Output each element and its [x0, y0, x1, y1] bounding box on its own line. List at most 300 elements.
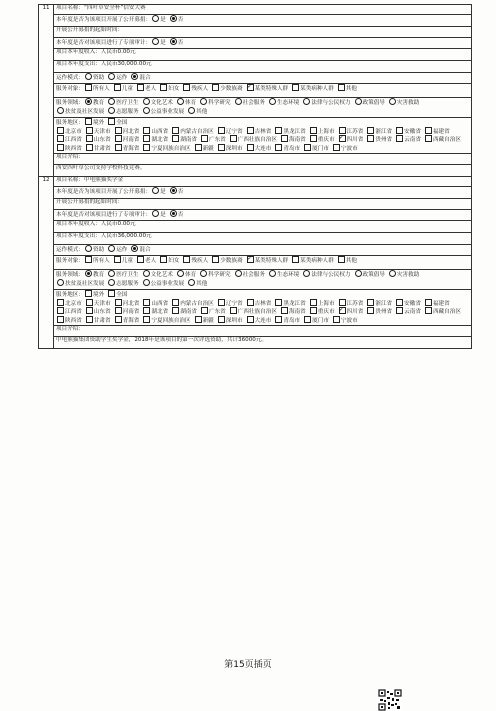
checkbox[interactable]: [212, 256, 219, 263]
target-option[interactable]: [337, 256, 357, 265]
option-label: 湖南省: [180, 137, 197, 144]
checkbox[interactable]: [247, 316, 254, 323]
region-option[interactable]: [309, 307, 335, 316]
row-start-date: [39, 199, 472, 210]
target-option[interactable]: [211, 84, 242, 93]
region-option[interactable]: [309, 299, 335, 308]
region-option[interactable]: [246, 299, 272, 308]
target-option[interactable]: [182, 84, 208, 93]
field-option[interactable]: [388, 98, 419, 107]
region-option[interactable]: [217, 299, 243, 308]
radio-button[interactable]: [143, 107, 150, 114]
radio-button[interactable]: [108, 98, 115, 105]
option-label: 社会服务: [242, 272, 265, 278]
radio-button[interactable]: [108, 73, 115, 80]
radio-button[interactable]: [108, 279, 115, 286]
checkbox[interactable]: [292, 256, 299, 263]
region-option[interactable]: [303, 144, 329, 153]
mode-option[interactable]: [107, 73, 127, 82]
radio-button[interactable]: [269, 98, 276, 105]
option-label: 医疗卫生: [116, 272, 139, 278]
field-option[interactable]: [84, 270, 104, 279]
checkbox[interactable]: [333, 316, 340, 323]
region-option[interactable]: [200, 307, 226, 316]
field-option[interactable]: [142, 270, 173, 279]
region-option[interactable]: [142, 316, 190, 325]
radio-button[interactable]: [235, 98, 242, 105]
project-name-label: 项目名称：: [56, 5, 84, 11]
option-label: 广西壮族自治区: [237, 137, 277, 144]
radio-button[interactable]: [152, 15, 159, 22]
field-option[interactable]: [176, 270, 196, 279]
checkbox[interactable]: [396, 127, 403, 134]
target-option[interactable]: [291, 84, 334, 93]
checkbox[interactable]: [183, 84, 190, 91]
radio-button[interactable]: [355, 98, 362, 105]
field-option[interactable]: [388, 270, 419, 279]
radio-button[interactable]: [170, 187, 177, 194]
target-option[interactable]: [291, 256, 334, 265]
radio-button[interactable]: [235, 270, 242, 277]
fundraising-question: 本年度是否为该项目开展了公开募捐：: [56, 189, 152, 195]
radio-button[interactable]: [131, 245, 138, 252]
radio-button[interactable]: [170, 15, 177, 22]
region-option[interactable]: [424, 127, 450, 136]
region-option[interactable]: [229, 307, 277, 316]
target-option[interactable]: [84, 256, 110, 265]
checkbox[interactable]: [115, 144, 122, 151]
field-option[interactable]: [107, 98, 138, 107]
checkbox[interactable]: [425, 299, 432, 306]
row-income: [39, 49, 472, 61]
region-option[interactable]: [142, 135, 168, 144]
checkbox[interactable]: [57, 307, 64, 314]
region-option[interactable]: [114, 135, 140, 144]
checkbox[interactable]: [115, 135, 122, 142]
field-option[interactable]: [107, 279, 138, 288]
region-option[interactable]: [246, 316, 272, 325]
region-option[interactable]: [194, 144, 214, 153]
checkbox[interactable]: [367, 135, 374, 142]
region-option[interactable]: [280, 307, 306, 316]
intro-label: 项目介绍：: [56, 154, 84, 160]
option-label: 浙江省: [375, 300, 393, 307]
checkbox[interactable]: [275, 299, 282, 306]
region-option[interactable]: [85, 307, 111, 316]
radio-button[interactable]: [152, 38, 159, 45]
field-option[interactable]: [56, 279, 104, 288]
audit-option[interactable]: [169, 38, 184, 47]
region-option[interactable]: [114, 299, 140, 308]
radio-button[interactable]: [131, 73, 138, 80]
mode-option[interactable]: [84, 245, 104, 254]
checkbox[interactable]: [57, 316, 64, 323]
option-label: 江西省: [65, 309, 82, 316]
field-option[interactable]: [234, 98, 265, 107]
checkbox[interactable]: [143, 307, 150, 314]
region-option[interactable]: [395, 135, 421, 144]
option-label: 公益事业发展: [150, 280, 185, 287]
checkbox[interactable]: [115, 127, 122, 134]
checkbox[interactable]: [201, 307, 208, 314]
region-option[interactable]: [395, 299, 421, 308]
option-label: 其他: [196, 108, 208, 115]
region-option[interactable]: [171, 307, 197, 316]
checkbox[interactable]: [86, 299, 93, 306]
radio-button[interactable]: [177, 270, 184, 277]
region-option[interactable]: [338, 135, 364, 144]
row-mode: [39, 245, 472, 256]
checkbox[interactable]: [115, 307, 122, 314]
region-option[interactable]: [56, 307, 82, 316]
field-option[interactable]: [199, 98, 230, 107]
checkbox[interactable]: [218, 299, 225, 306]
checkbox[interactable]: [247, 256, 254, 263]
fundraising-option[interactable]: [151, 15, 166, 24]
radio-button[interactable]: [188, 107, 195, 114]
checkbox[interactable]: [281, 307, 288, 314]
checkbox[interactable]: [247, 144, 254, 151]
checkbox[interactable]: [310, 135, 317, 142]
checkbox[interactable]: [85, 84, 92, 91]
fundraising-option[interactable]: [151, 187, 166, 196]
option-label: 新疆: [202, 317, 214, 324]
region-option[interactable]: [274, 316, 300, 325]
checkbox[interactable]: [57, 135, 64, 142]
checkbox[interactable]: [108, 290, 115, 297]
checkbox[interactable]: [86, 127, 93, 134]
region-option[interactable]: [229, 135, 277, 144]
checkbox[interactable]: [172, 127, 179, 134]
target-option[interactable]: [337, 84, 357, 93]
radio-button[interactable]: [143, 279, 150, 286]
checkbox[interactable]: [218, 316, 225, 323]
radio-button[interactable]: [200, 270, 207, 277]
target-option[interactable]: [182, 256, 208, 265]
option-label: 贵州省: [375, 137, 393, 144]
region-option[interactable]: [274, 299, 305, 308]
field-option[interactable]: [107, 270, 138, 279]
option-label: 少数族裔: [220, 258, 243, 264]
target-option[interactable]: [246, 84, 289, 93]
checkbox[interactable]: [339, 307, 346, 314]
region-option[interactable]: [424, 135, 461, 144]
region-option[interactable]: [56, 144, 82, 153]
region-option[interactable]: [366, 127, 392, 136]
region-option[interactable]: [85, 316, 111, 325]
region-option[interactable]: [246, 127, 272, 136]
checkbox[interactable]: [115, 316, 122, 323]
region-option[interactable]: [171, 135, 197, 144]
checkbox[interactable]: [425, 307, 432, 314]
checkbox[interactable]: [114, 84, 121, 91]
fundraising-option[interactable]: [169, 187, 184, 196]
target-option[interactable]: [246, 256, 289, 265]
mode-option[interactable]: [130, 245, 150, 254]
radio-button[interactable]: [57, 107, 64, 114]
checkbox[interactable]: [367, 307, 374, 314]
checkbox[interactable]: [292, 84, 299, 91]
radio-button[interactable]: [85, 98, 92, 105]
audit-option[interactable]: [151, 210, 166, 219]
checkbox[interactable]: [218, 144, 225, 151]
region-option[interactable]: [424, 299, 450, 308]
field-option[interactable]: [107, 107, 138, 116]
checkbox[interactable]: [86, 316, 93, 323]
region-option[interactable]: [217, 316, 243, 325]
checkbox[interactable]: [338, 84, 345, 91]
region-option[interactable]: [56, 127, 82, 136]
checkbox[interactable]: [304, 316, 311, 323]
region-option[interactable]: [171, 299, 214, 308]
checkbox[interactable]: [339, 299, 346, 306]
radio-button[interactable]: [389, 98, 396, 105]
radio-button[interactable]: [85, 270, 92, 277]
option-label: 吉林省: [254, 128, 272, 135]
field-option[interactable]: [142, 98, 173, 107]
region-option[interactable]: [332, 144, 358, 153]
checkbox[interactable]: [212, 84, 219, 91]
region-option[interactable]: [114, 144, 140, 153]
checkbox[interactable]: [172, 307, 179, 314]
checkbox[interactable]: [86, 135, 93, 142]
checkbox[interactable]: [195, 316, 202, 323]
checkbox[interactable]: [339, 127, 346, 134]
field-option[interactable]: [187, 279, 207, 288]
row-region: [39, 118, 472, 154]
checkbox[interactable]: [143, 299, 150, 306]
region-option[interactable]: [395, 307, 421, 316]
region-option[interactable]: [114, 307, 140, 316]
region-option[interactable]: [107, 290, 127, 299]
region-option[interactable]: [280, 135, 306, 144]
checkbox[interactable]: [143, 127, 150, 134]
region-option[interactable]: [309, 135, 335, 144]
field-option[interactable]: [176, 98, 196, 107]
field-option[interactable]: [302, 270, 350, 279]
radio-button[interactable]: [108, 245, 115, 252]
checkbox[interactable]: [85, 290, 92, 297]
checkbox[interactable]: [275, 316, 282, 323]
field-option[interactable]: [142, 107, 185, 116]
option-label: 厦门市: [312, 317, 329, 324]
region-option[interactable]: [309, 127, 335, 136]
checkbox[interactable]: [275, 127, 282, 134]
option-label: 生态环境: [276, 272, 300, 278]
field-option[interactable]: [142, 279, 185, 288]
target-option[interactable]: [113, 256, 133, 265]
option-label: 社会服务: [242, 100, 265, 106]
audit-option[interactable]: [151, 38, 166, 47]
region-option[interactable]: [424, 307, 461, 316]
target-option[interactable]: [159, 256, 179, 265]
checkbox[interactable]: [310, 299, 317, 306]
region-option[interactable]: [366, 135, 392, 144]
target-option[interactable]: [136, 84, 156, 93]
region-option[interactable]: [332, 316, 358, 325]
radio-button[interactable]: [269, 270, 276, 277]
option-label: 资助: [92, 75, 105, 81]
checkbox[interactable]: [57, 127, 64, 134]
checkbox[interactable]: [218, 127, 225, 134]
checkbox[interactable]: [247, 127, 254, 134]
region-option[interactable]: [217, 144, 243, 153]
field-option[interactable]: [56, 107, 104, 116]
checkbox[interactable]: [85, 118, 92, 125]
checkbox[interactable]: [108, 118, 115, 125]
radio-button[interactable]: [303, 270, 310, 277]
checkbox[interactable]: [160, 256, 167, 263]
checkbox[interactable]: [339, 135, 346, 142]
checkbox[interactable]: [338, 256, 345, 263]
region-option[interactable]: [85, 144, 111, 153]
checkbox[interactable]: [195, 144, 202, 151]
checkbox[interactable]: [304, 144, 311, 151]
radio-button[interactable]: [143, 98, 150, 105]
region-option[interactable]: [114, 316, 140, 325]
checkbox[interactable]: [86, 144, 93, 151]
radio-button[interactable]: [85, 245, 92, 252]
field-option[interactable]: [234, 270, 265, 279]
radio-button[interactable]: [188, 279, 195, 286]
option-label: 教育: [92, 100, 105, 106]
checkbox[interactable]: [230, 135, 237, 142]
checkbox[interactable]: [137, 84, 144, 91]
region-option[interactable]: [107, 118, 127, 127]
radio-button[interactable]: [170, 38, 177, 45]
region-option[interactable]: [114, 127, 140, 136]
region-option[interactable]: [274, 127, 305, 136]
region-option[interactable]: [142, 144, 190, 153]
row-audit: [39, 38, 472, 49]
radio-button[interactable]: [303, 98, 310, 105]
radio-button[interactable]: [177, 98, 184, 105]
region-option[interactable]: [171, 127, 214, 136]
checkbox[interactable]: [425, 127, 432, 134]
option-label: 湖北省: [151, 309, 169, 316]
target-option[interactable]: [113, 84, 133, 93]
region-option[interactable]: [142, 299, 168, 308]
mode-option[interactable]: [130, 73, 150, 82]
radio-button[interactable]: [57, 279, 64, 286]
checkbox[interactable]: [310, 307, 317, 314]
field-option[interactable]: [354, 98, 385, 107]
mode-option[interactable]: [84, 73, 104, 82]
project-number: 12: [39, 177, 54, 349]
checkbox[interactable]: [85, 256, 92, 263]
checkbox[interactable]: [367, 127, 374, 134]
region-option[interactable]: [142, 127, 168, 136]
fundraising-option[interactable]: [169, 15, 184, 24]
radio-button[interactable]: [143, 270, 150, 277]
checkbox[interactable]: [172, 135, 179, 142]
region-option[interactable]: [194, 316, 214, 325]
field-option[interactable]: [199, 270, 230, 279]
region-option[interactable]: [85, 299, 111, 308]
field-option[interactable]: [302, 98, 350, 107]
region-option[interactable]: [56, 316, 82, 325]
region-option[interactable]: [274, 144, 300, 153]
checkbox[interactable]: [333, 144, 340, 151]
checkbox[interactable]: [57, 299, 64, 306]
checkbox[interactable]: [115, 299, 122, 306]
field-option[interactable]: [354, 270, 385, 279]
region-option[interactable]: [142, 307, 168, 316]
radio-button[interactable]: [108, 270, 115, 277]
field-option[interactable]: [187, 107, 207, 116]
audit-option[interactable]: [169, 210, 184, 219]
field-option[interactable]: [84, 98, 104, 107]
checkbox[interactable]: [160, 84, 167, 91]
radio-button[interactable]: [85, 73, 92, 80]
checkbox[interactable]: [247, 84, 254, 91]
region-option[interactable]: [85, 135, 111, 144]
region-option[interactable]: [84, 118, 104, 127]
region-option[interactable]: [303, 316, 329, 325]
field-option[interactable]: [268, 98, 299, 107]
checkbox[interactable]: [396, 135, 403, 142]
checkbox[interactable]: [281, 135, 288, 142]
checkbox[interactable]: [143, 135, 150, 142]
checkbox[interactable]: [57, 144, 64, 151]
target-option[interactable]: [211, 256, 242, 265]
region-option[interactable]: [217, 127, 243, 136]
region-option[interactable]: [84, 290, 104, 299]
checkbox[interactable]: [172, 299, 179, 306]
checkbox[interactable]: [275, 144, 282, 151]
option-label: 青海省: [122, 145, 140, 152]
mode-option[interactable]: [107, 245, 127, 254]
radio-button[interactable]: [108, 107, 115, 114]
region-option[interactable]: [200, 135, 226, 144]
radio-button[interactable]: [389, 270, 396, 277]
checkbox[interactable]: [396, 299, 403, 306]
target-option[interactable]: [159, 84, 179, 93]
region-option[interactable]: [366, 307, 392, 316]
target-option[interactable]: [136, 256, 156, 265]
checkbox[interactable]: [114, 256, 121, 263]
radio-button[interactable]: [152, 187, 159, 194]
region-option[interactable]: [366, 299, 392, 308]
checkbox[interactable]: [425, 135, 432, 142]
checkbox[interactable]: [367, 299, 374, 306]
checkbox[interactable]: [201, 135, 208, 142]
checkbox[interactable]: [86, 307, 93, 314]
checkbox[interactable]: [183, 256, 190, 263]
project-income: 项目本年度收入：人民币0.00元: [56, 49, 136, 55]
region-option[interactable]: [246, 144, 272, 153]
checkbox[interactable]: [143, 144, 150, 151]
checkbox[interactable]: [137, 256, 144, 263]
field-option[interactable]: [268, 270, 299, 279]
radio-button[interactable]: [152, 210, 159, 217]
checkbox[interactable]: [230, 307, 237, 314]
checkbox[interactable]: [247, 299, 254, 306]
checkbox[interactable]: [310, 127, 317, 134]
region-option[interactable]: [85, 127, 111, 136]
radio-button[interactable]: [200, 98, 207, 105]
radio-button[interactable]: [170, 210, 177, 217]
option-label: 老人: [144, 258, 157, 264]
region-option[interactable]: [395, 127, 421, 136]
checkbox[interactable]: [143, 316, 150, 323]
checkbox[interactable]: [396, 307, 403, 314]
region-option[interactable]: [338, 307, 364, 316]
radio-button[interactable]: [355, 270, 362, 277]
region-option[interactable]: [56, 299, 82, 308]
region-option[interactable]: [56, 135, 82, 144]
target-option[interactable]: [84, 84, 110, 93]
